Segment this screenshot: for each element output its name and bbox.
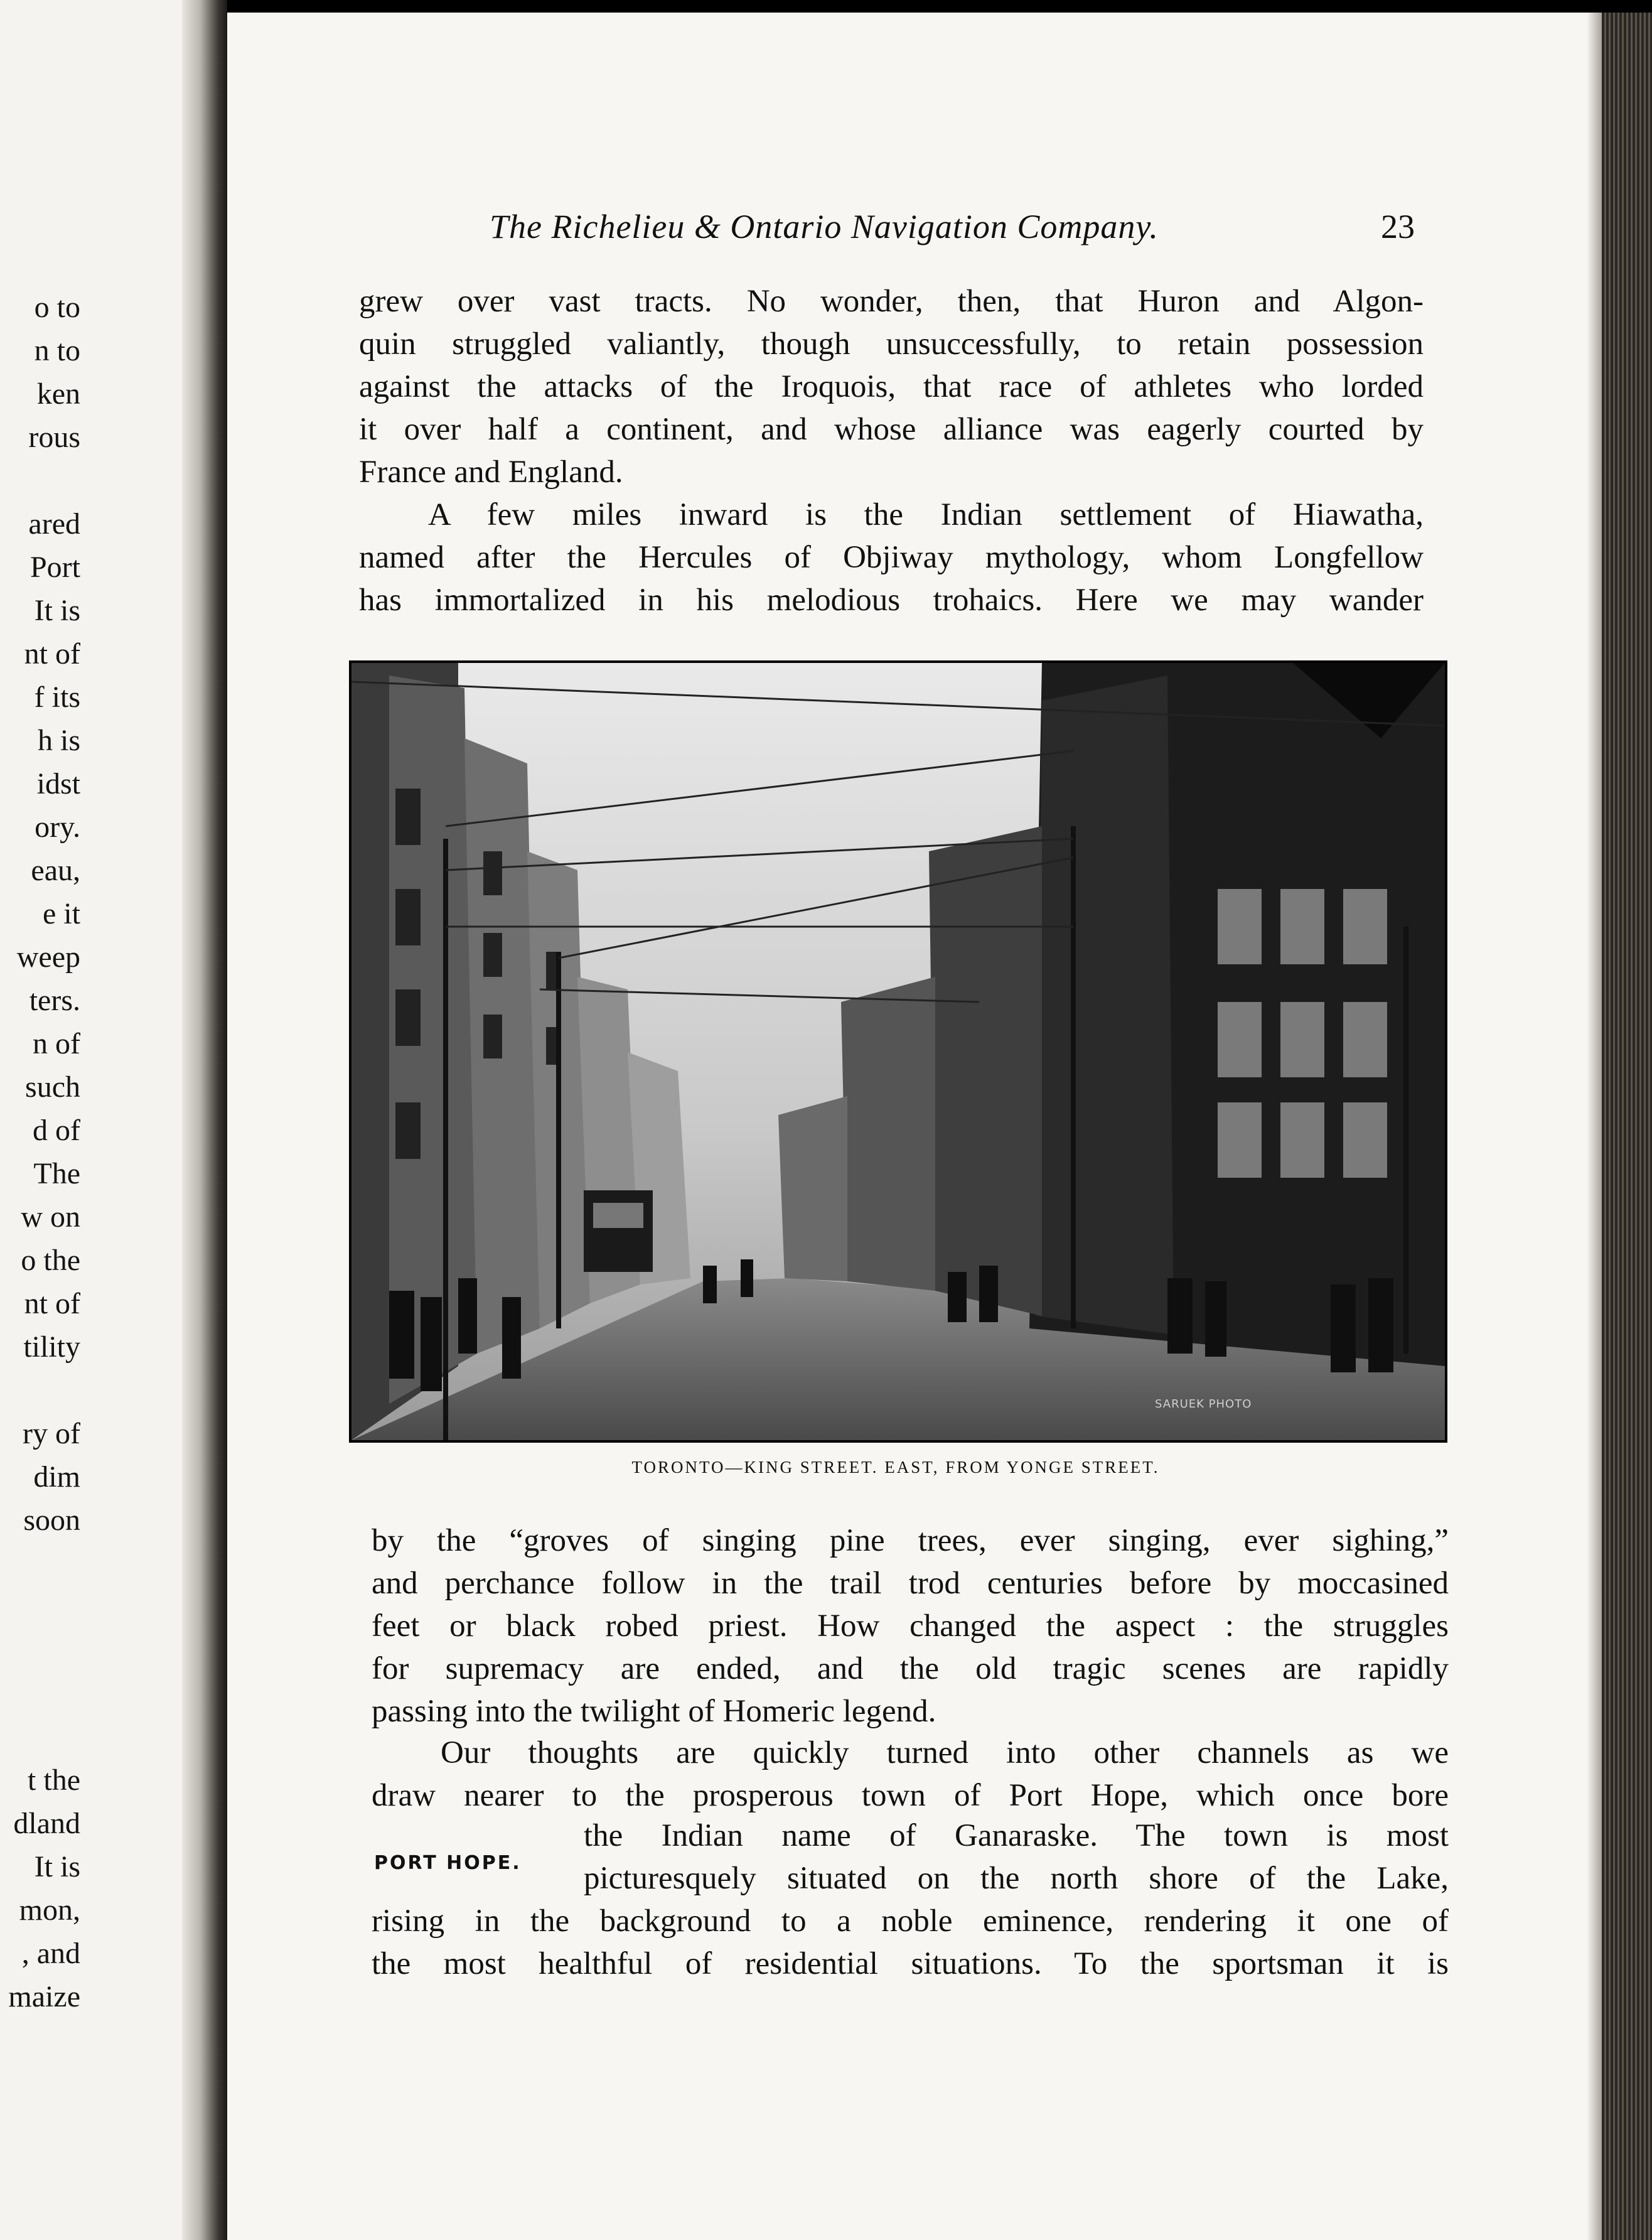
left-page-text-line: nt of bbox=[24, 1287, 80, 1320]
left-page-text-line: n of bbox=[33, 1027, 80, 1060]
text-line: it over half a continent, and whose alliance was eagerly courted by bbox=[359, 412, 1424, 447]
left-page-text-line: The bbox=[33, 1157, 80, 1190]
paragraph-4-indented bbox=[584, 1814, 1449, 1900]
photograph-toronto-king-street bbox=[349, 660, 1447, 1443]
left-page-text-line: w on bbox=[21, 1200, 80, 1234]
left-page-text-fragments bbox=[0, 0, 80, 2240]
left-page-text-line: dim bbox=[33, 1460, 80, 1494]
text-line: feet or black robed priest. How changed the aspect : the struggles bbox=[372, 1608, 1449, 1644]
running-header: The Richelieu & Ontario Navigation Company. bbox=[490, 208, 1159, 245]
left-page-text-line: idst bbox=[36, 767, 80, 800]
text-line: the Indian name of Ganaraske. The town is most bbox=[584, 1818, 1449, 1853]
left-page-text-line: rous bbox=[28, 421, 80, 454]
text-line: by the “groves of singing pine trees, ever singing, ever sighing,” bbox=[372, 1523, 1449, 1558]
text-line: France and England. bbox=[359, 455, 623, 490]
left-page-text-line: nt of bbox=[24, 637, 80, 670]
left-page-text-line: f its bbox=[34, 681, 80, 714]
text-line: rising in the background to a noble eminence, rendering it one of bbox=[372, 1903, 1449, 1939]
left-page-text-line: t the bbox=[28, 1763, 80, 1797]
left-page-text-line: d of bbox=[33, 1114, 80, 1147]
text-line: Our thoughts are quickly turned into other channels as we bbox=[441, 1735, 1449, 1770]
text-line: and perchance follow in the trail trod centuries before by moccasined bbox=[372, 1566, 1449, 1601]
left-page-text-line: ken bbox=[36, 377, 80, 411]
left-page-text-line: ory. bbox=[35, 810, 80, 844]
left-page-text-line: It is bbox=[34, 594, 80, 627]
left-page-text-line: ry of bbox=[23, 1417, 80, 1450]
text-line: has immortalized in his melodious trohaics. Here we may wander bbox=[359, 583, 1424, 618]
text-line: the most healthful of residential situations. To the sportsman it is bbox=[372, 1946, 1449, 1981]
text-line: quin struggled valiantly, though unsuccessfully, to retain possession bbox=[359, 326, 1424, 362]
left-page-text-line: Port bbox=[30, 551, 80, 584]
left-page-text-line: weep bbox=[16, 940, 80, 974]
book-gutter bbox=[182, 0, 227, 2240]
left-page-text-line: ters. bbox=[29, 984, 80, 1017]
page-number: 23 bbox=[1381, 208, 1415, 245]
text-line: picturesquely situated on the north shore of the Lake, bbox=[584, 1861, 1449, 1896]
left-page-text-line: h is bbox=[37, 724, 80, 757]
left-page-text-line: , and bbox=[21, 1937, 80, 1970]
text-line: passing into the twilight of Homeric legend. bbox=[372, 1694, 936, 1729]
left-page-text-line: It is bbox=[34, 1850, 80, 1883]
left-page-text-line: such bbox=[25, 1070, 80, 1104]
left-page-text-line: o the bbox=[21, 1244, 80, 1277]
left-page-text-line: dland bbox=[13, 1807, 80, 1840]
text-line: against the attacks of the Iroquois, that race of athletes who lorded bbox=[359, 369, 1424, 404]
text-line: grew over vast tracts. No wonder, then, that Huron and Algon- bbox=[359, 284, 1424, 319]
book-page-edges bbox=[1602, 13, 1652, 2240]
text-line: named after the Hercules of Objiway mythology, whom Longfellow bbox=[359, 540, 1424, 575]
paragraph-4-opening bbox=[372, 1731, 1449, 1817]
left-page-text-line: o to bbox=[34, 291, 80, 324]
paragraph-4-continued bbox=[372, 1900, 1449, 1985]
text-line: A few miles inward is the Indian settlement of Hiawatha, bbox=[428, 497, 1424, 532]
text-line: draw nearer to the prosperous town of Port Hope, which once bore bbox=[372, 1778, 1449, 1813]
paragraph-1 bbox=[359, 280, 1424, 622]
left-page-text-line: eau, bbox=[31, 854, 80, 887]
paragraph-3 bbox=[372, 1519, 1449, 1733]
left-page-text-line: soon bbox=[23, 1504, 80, 1537]
left-page-text-line: ared bbox=[28, 507, 80, 541]
left-page-text-line: e it bbox=[43, 897, 80, 930]
photo-credit: SARUEK PHOTO bbox=[1155, 1397, 1252, 1411]
side-heading-port-hope: PORT HOPE. bbox=[374, 1852, 522, 1874]
text-line: for supremacy are ended, and the old tragic scenes are rapidly bbox=[372, 1651, 1449, 1686]
page-edge-shadow bbox=[1587, 13, 1602, 2240]
left-page-text-line: n to bbox=[34, 334, 80, 367]
left-page-text-line: maize bbox=[8, 1980, 80, 2013]
left-page-text-line: tility bbox=[23, 1330, 80, 1364]
figure-caption: TORONTO—KING STREET. EAST, FROM YONGE STREET. bbox=[631, 1458, 1160, 1477]
left-page-text-line: mon, bbox=[19, 1893, 80, 1927]
street-scene-illustration bbox=[351, 663, 1445, 1440]
